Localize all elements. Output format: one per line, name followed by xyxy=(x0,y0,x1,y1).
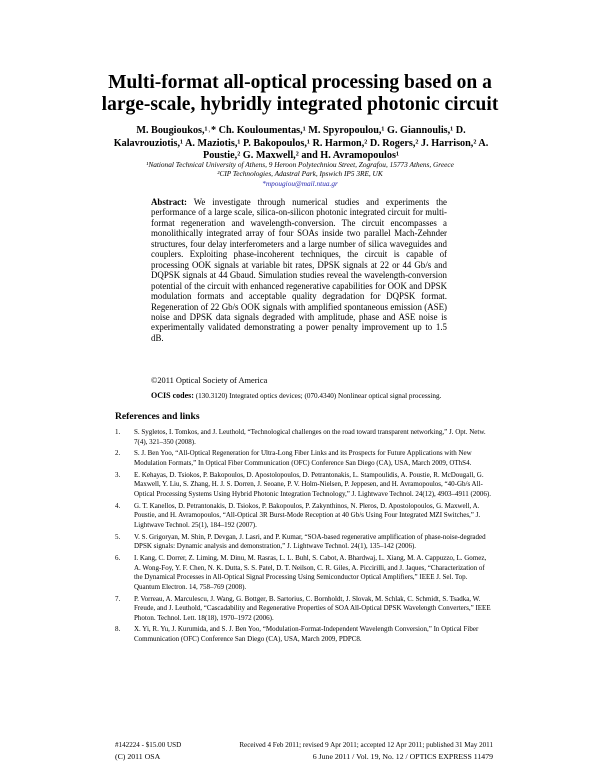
footer-journal-line xyxy=(115,752,493,761)
affiliation-1: ¹National Technical University of Athens, 9 Heroon Polytechniou Street, Zografou, 15773 Athens, Greece xyxy=(146,160,454,169)
reference-number: 8. xyxy=(115,625,121,634)
reference-item xyxy=(115,428,492,447)
reference-item xyxy=(115,625,492,644)
reference-text: I. Kang, C. Dorrer, Z. Liming, M. Dinu, M. Rasras, L. L. Buhl, S. Cabot, A. Bhardwaj, L. Xiang, M. A. Cappuzzo, L. Gomez, A. Wong-Foy, Y. F. Chen, N. K. Dutta, S. S. Patel, D. T. Neilson, C. R. Giles, A. Piccirilli, and J. Jaques, “Characterization of the Dynamical Processes in All-Optical Signal Processing Using Semiconductor Optical Amplifiers,” IEEE J. Sel. Top. Quantum Electron. 14, 758–769 (2008). xyxy=(134,554,487,591)
reference-text: P. Vorreau, A. Marculescu, J. Wang, G. Bottger, B. Sartorius, C. Bornholdt, J. Slovak, M. Schlak, C. Schmidt, S. Tsadka, W. Freude, and J. Leuthold, “Cascadability and Regenerative Properties of SOA All-Optical DPSK Wavelength Converters,” IEEE Photon. Technol. Lett. 18(18), 1970–1972 (2006). xyxy=(134,594,491,622)
references-heading: References and links xyxy=(115,411,200,422)
affiliations xyxy=(110,160,490,188)
reference-number: 6. xyxy=(115,554,121,563)
ocis-codes xyxy=(151,391,447,401)
reference-item xyxy=(115,533,492,552)
footer-copyright: (C) 2011 OSA xyxy=(115,752,161,761)
affiliation-2: ²CIP Technologies, Adastral Park, Ipswich IP5 3RE, UK xyxy=(217,169,383,179)
reference-number: 1. xyxy=(115,428,121,436)
authors-line-3: Poustie,² G. Maxwell,² and H. Avramopoulos¹ xyxy=(202,150,400,161)
reference-text: S. Sygletos, I. Tomkos, and J. Leuthold, “Technological challenges on the road toward transparent networking,” J. Opt. Netw. 7(4), 321–350 (2008). xyxy=(134,428,486,446)
reference-list xyxy=(115,428,492,647)
reference-item xyxy=(115,554,492,592)
reference-number: 7. xyxy=(115,594,121,603)
ocis-label: OCIS codes: xyxy=(151,391,194,400)
footer-history: Received 4 Feb 2011; revised 9 Apr 2011; accepted 12 Apr 2011; published 31 May 2011 xyxy=(239,741,493,749)
reference-item xyxy=(115,595,492,624)
abstract xyxy=(151,197,447,343)
reference-item xyxy=(115,502,492,531)
author-list xyxy=(112,125,490,163)
reference-text: E. Kehayas, D. Tsiokos, P. Bakopoulos, D. Apostolopoulos, D. Petrantonakis, L. Stampoulidis, A. Poustie, R. McDougall, G. Maxwell, Y. Liu, S. Zhang, H. J. S. Dorren, J. Seoane, P. V. Holm-Nielsen, P. Jeppesen, and H. Avramopoulos, “40-Gb/s All-Optical Processing Systems Using Hybrid Photonic Integration Technology,” J. Lightwave Technol. 24(12), 4903–4911 (2006). xyxy=(134,470,491,498)
abstract-text: We investigate through numerical studies and experiments the performance of a large scale, silica-on-silicon photonic integrated circuit for multi-format regeneration and wavelength-conversion. The circuit encompasses a monolithically integrated array of four SOAs inside two parallel Mach-Zehnder structures, four delay interferometers and a large number of silica waveguides and couplers. Exploiting phase-incoherent techniques, the circuit is capable of processing OOK signals at variable bit rates, DPSK signals at 22 or 44 Gb/s and DQPSK signals at 44 Gbaud. Simulation studies reveal the wavelength-conversion potential of the circuit with enhanced regenerative capabilities for OOK and DPSK modulation formats and acceptable quality degradation for DQPSK format. Regeneration of 22 Gb/s OOK signals with amplified spontaneous emission (ASE) noise and DPSK data signals degraded with amplitude, phase and ASE noise is experimentally validated demonstrating a power penalty improvement up to 1.5 dB. xyxy=(151,197,448,343)
footer-article-id: #142224 - $15.00 USD xyxy=(115,741,182,749)
authors-line-2: Kalavrouziotis,¹ A. Maziotis,¹ P. Bakopoulos,¹ R. Harmon,² D. Rogers,² J. Harrison,² A. xyxy=(113,137,489,149)
copyright-notice: ©2011 Optical Society of America xyxy=(151,376,268,385)
reference-text: X. Yi, R. Yu, J. Kurumida, and S. J. Ben Yoo, “Modulation-Format-Independent Wavelength Conversion,” In Optical Fiber Communication (OFC) Conference San Diego (CA), USA, March 2009, PDPC8. xyxy=(134,625,479,644)
reference-text: G. T. Kanellos, D. Petrantonakis, D. Tsiokos, P. Bakopoulos, P. Zakynthinos, N. Pleros, D. Apostolopoulos, G. Maxwell, A. Poustie, and H. Avramopoulos, “All-Optical 3R Burst-Mode Reception at 40 Gb/s Using Four Integrated MZI Switches,” J. Lightwave Technol. 25(1), 184–192 (2007). xyxy=(134,501,481,529)
reference-number: 5. xyxy=(115,532,121,541)
abstract-label: Abstract: xyxy=(151,197,187,207)
footer-journal-citation: 6 June 2011 / Vol. 19, No. 12 / OPTICS EXPRESS 11479 xyxy=(312,752,493,761)
reference-number: 4. xyxy=(115,501,121,510)
reference-text: V. S. Grigoryan, M. Shin, P. Devgan, J. Lasri, and P. Kumar, “SOA-based regenerative amplification of phase-noise-degraded DPSK signals: Dynamic analysis and demonstration,” J. Lightwave Technol. 24(1), 135–142 (2006). xyxy=(134,532,486,551)
title-line-1: Multi-format all-optical processing based on a xyxy=(108,72,492,93)
ocis-text: (130.3120) Integrated optics devices; (070.4340) Nonlinear optical signal processing. xyxy=(195,392,442,400)
reference-number: 2. xyxy=(115,449,121,458)
footer-publication-line xyxy=(115,741,493,749)
corresponding-email-link[interactable]: *mpougiou@mail.ntua.gr xyxy=(262,178,338,188)
reference-text: S. J. Ben Yoo, “All-Optical Regeneration for Ultra-Long Fiber Links and its Prospects for Future Applications with New Modulation Formats,” In Optical Fiber Communication (OFC) Conference San Diego (CA), USA, March 2009, OThS4. xyxy=(134,449,472,467)
reference-item xyxy=(115,449,492,468)
reference-item xyxy=(115,471,492,500)
reference-number: 3. xyxy=(115,470,121,479)
authors-line-1: M. Bougioukos,¹˒* Ch. Kouloumentas,¹ M. Spyropoulou,¹ G. Giannoulis,¹ D. xyxy=(136,125,466,136)
title-line-2: large-scale, hybridly integrated photonic circuit xyxy=(101,94,499,115)
paper-title xyxy=(60,72,540,116)
